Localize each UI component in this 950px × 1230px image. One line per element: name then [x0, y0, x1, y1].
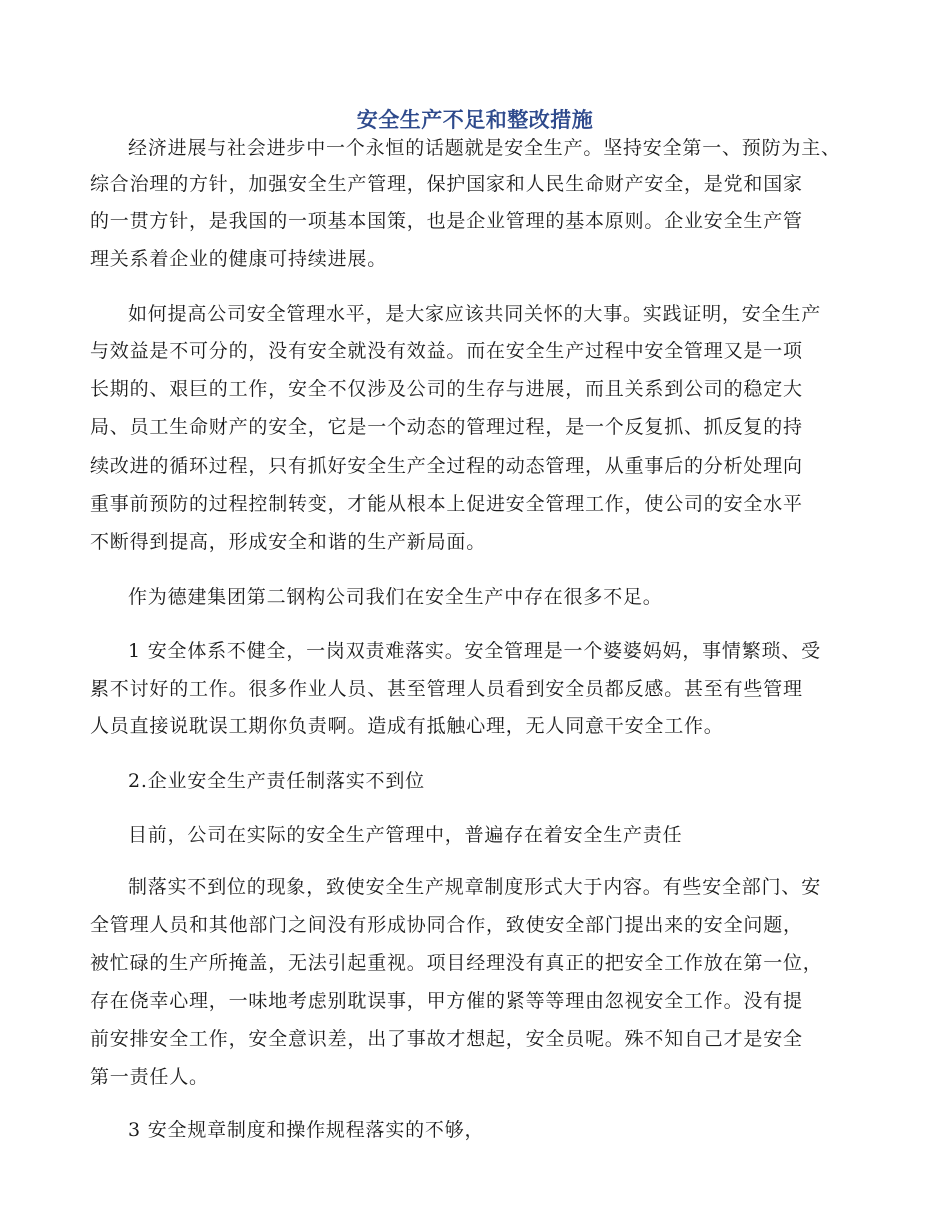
paragraph-line: 存在侥幸心理，一味地考虑别耽误事，甲方催的紧等等理由忽视安全工作。没有提 [90, 990, 803, 1012]
paragraph-line: 的一贯方针，是我国的一项基本国策，也是企业管理的基本原则。企业安全生产管 [90, 210, 803, 232]
document-title: 安全生产不足和整改措施 [356, 107, 594, 132]
paragraph-line: 目前，公司在实际的安全生产管理中，普遍存在着安全生产责任 [128, 824, 683, 846]
paragraph-line: 作为德建集团第二钢构公司我们在安全生产中存在很多不足。 [128, 586, 663, 608]
paragraph-line: 如何提高公司安全管理水平，是大家应该共同关怀的大事。实践证明，安全生产 [128, 303, 822, 325]
paragraph-line: 2.企业安全生产责任制落实不到位 [128, 770, 425, 792]
paragraph-line: 被忙碌的生产所掩盖，无法引起重视。项目经理没有真正的把安全工作放在第一位， [90, 952, 823, 974]
paragraph-line: 综合治理的方针，加强安全生产管理，保护国家和人民生命财产安全，是党和国家 [90, 173, 803, 195]
paragraph-line: 3 安全规章制度和操作规程落实的不够， [128, 1119, 485, 1141]
paragraph-line: 前安排安全工作，安全意识差，出了事故才想起，安全员呢。殊不知自己才是安全 [90, 1028, 803, 1050]
paragraph-line: 与效益是不可分的，没有安全就没有效益。而在安全生产过程中安全管理又是一项 [90, 340, 803, 362]
paragraph-line: 重事前预防的过程控制转变，才能从根本上促进安全管理工作，使公司的安全水平 [90, 493, 803, 515]
paragraph-line: 第一责任人。 [90, 1066, 209, 1088]
paragraph-line: 局、员工生命财产的安全，它是一个动态的管理过程，是一个反复抓、抓反复的持 [90, 416, 803, 438]
paragraph-line: 人员直接说耽误工期你负责啊。造成有抵触心理，无人同意干安全工作。 [90, 715, 724, 737]
paragraph-line: 不断得到提高，形成安全和谐的生产新局面。 [90, 531, 487, 553]
paragraph-line: 1 安全体系不健全，一岗双责难落实。安全管理是一个婆婆妈妈，事情繁琐、受 [128, 640, 821, 662]
paragraph-line: 经济进展与社会进步中一个永恒的话题就是安全生产。坚持安全第一、预防为主、 [128, 137, 841, 159]
paragraph-line: 制落实不到位的现象，致使安全生产规章制度形式大于内容。有些安全部门、安 [128, 876, 822, 898]
paragraph-line: 全管理人员和其他部门之间没有形成协同合作，致使安全部门提出来的安全问题， [90, 914, 803, 936]
paragraph-line: 长期的、艰巨的工作，安全不仅涉及公司的生存与进展，而且关系到公司的稳定大 [90, 378, 803, 400]
paragraph-line: 理关系着企业的健康可持续进展。 [90, 248, 388, 270]
paragraph-line: 续改进的循环过程，只有抓好安全生产全过程的动态管理，从重事后的分析处理向 [90, 455, 803, 477]
paragraph-line: 累不讨好的工作。很多作业人员、甚至管理人员看到安全员都反感。甚至有些管理 [90, 678, 803, 700]
